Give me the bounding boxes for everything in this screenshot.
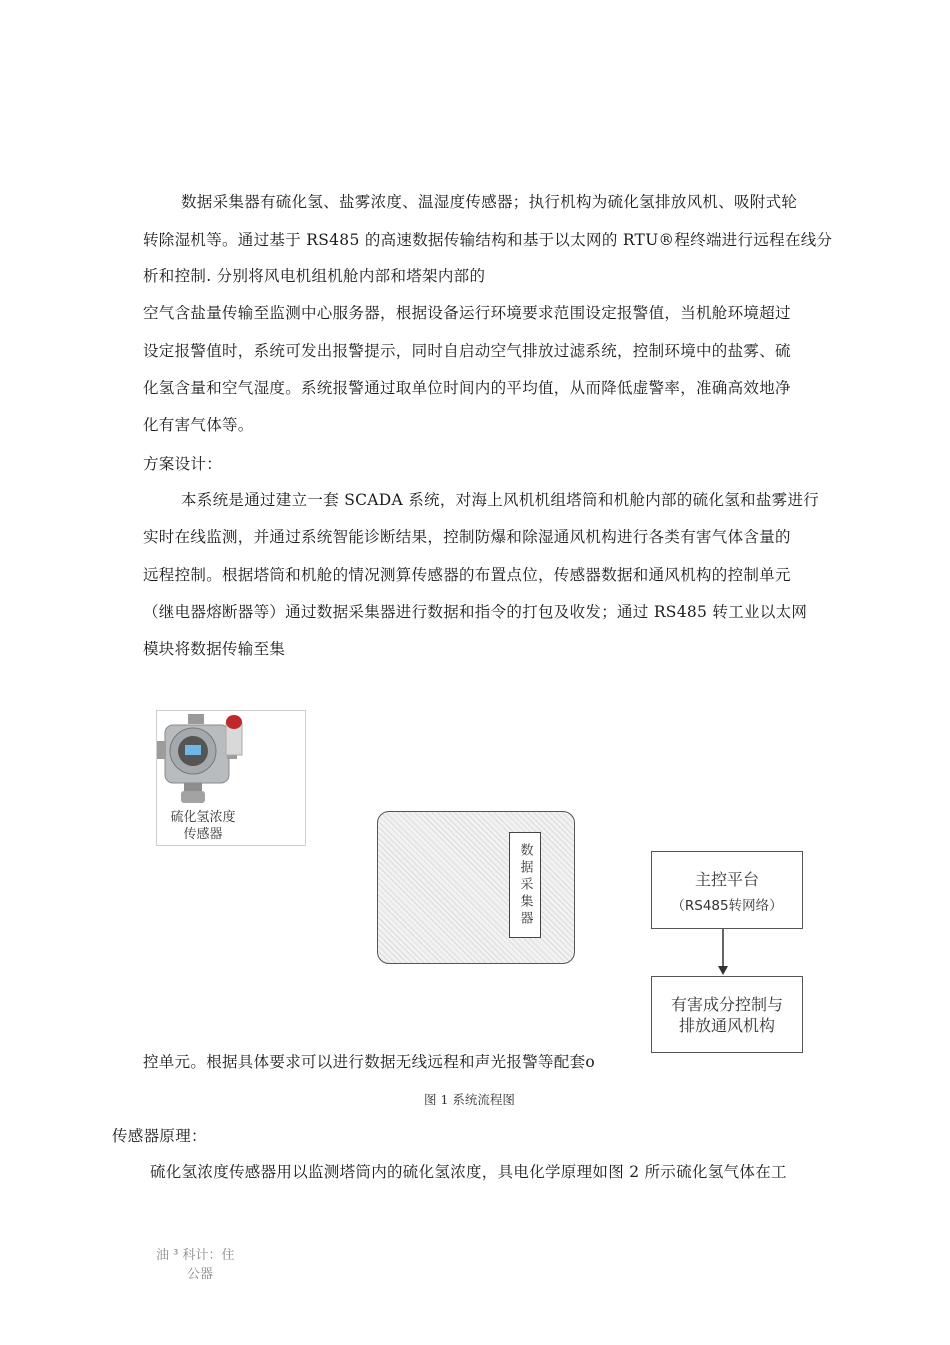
platform-title: 主控平台 <box>694 869 759 889</box>
p3-line: 控单元。根据具体要求可以进行数据无线远程和声光报警等配套o <box>143 1053 596 1071</box>
p1-line-7: 化有害气体等。 <box>143 416 254 434</box>
p1-line-2: 转除湿机等。通过基于 RS485 的高速数据传输结构和基于以太网的 RTU®程终端进行远程在线分 <box>143 231 833 249</box>
p2-line-2: 实时在线监测，并通过系统智能诊断结果，控制防爆和除湿通风机构进行各类有害气体含量的 <box>143 528 791 546</box>
footer-line-2: 公器 <box>187 1267 214 1282</box>
harm-box-line-1: 有害成分控制与 <box>670 994 783 1014</box>
sensor-image <box>156 710 306 846</box>
heading-scheme: 方案设计： <box>143 455 223 473</box>
p1-line-3: 析和控制. 分别将风电机组机舱内部和塔架内部的 <box>143 267 486 285</box>
harmful-control-box <box>651 976 803 1053</box>
platform-subtitle: （RS485转网络） <box>671 897 783 914</box>
harm-box-line-2: 排放通风机构 <box>678 1015 775 1035</box>
p4-line: 硫化氢浓度传感器用以监测塔筒内的硫化氢浓度，具电化学原理如图 2 所示硫化氢气体在工 <box>150 1163 787 1181</box>
p2-line-1: 本系统是通过建立一套 SCADA 系统，对海上风机机组塔筒和机舱内部的硫化氢和盐雾进行 <box>181 491 820 509</box>
sensor-label-line-1: 硫化氢浓度 <box>170 810 236 825</box>
data-collector-label: 数据采集器 <box>509 832 541 938</box>
p1-line-1: 数据采集器有硫化氢、盐雾浓度、温湿度传感器；执行机构为硫化氢排放风机、吸附式轮 <box>181 193 798 211</box>
figure-caption: 图 1 系统流程图 <box>424 1092 515 1107</box>
p1-line-6: 化氢含量和空气湿度。系统报警通过取单位时间内的平均值，从而降低虚警率，准确高效地净 <box>143 379 791 397</box>
data-collector-block <box>377 811 575 964</box>
main-control-platform-box <box>651 851 803 929</box>
heading-sensor-principle: 传感器原理： <box>112 1127 207 1145</box>
p1-line-4: 空气含盐量传输至监测中心服务器，根据设备运行环境要求范围设定报警值，当机舱环境超过 <box>143 304 791 322</box>
p2-line-3: 远程控制。根据塔筒和机舱的情况测算传感器的布置点位，传感器数据和通风机构的控制单元 <box>143 566 791 584</box>
p2-line-4: （继电器熔断器等）通过数据采集器进行数据和指令的打包及收发；通过 RS485 转工业以太网 <box>143 603 808 621</box>
p2-line-5: 模块将数据传输至集 <box>143 640 286 658</box>
sensor-label-line-2: 传感器 <box>183 827 223 842</box>
footer-line-1: 油 ³ 科计：住 <box>156 1248 235 1263</box>
p1-line-5: 设定报警值时，系统可发出报警提示，同时自启动空气排放过滤系统，控制环境中的盐雾、硫 <box>143 342 791 360</box>
sensor-label <box>157 809 249 843</box>
